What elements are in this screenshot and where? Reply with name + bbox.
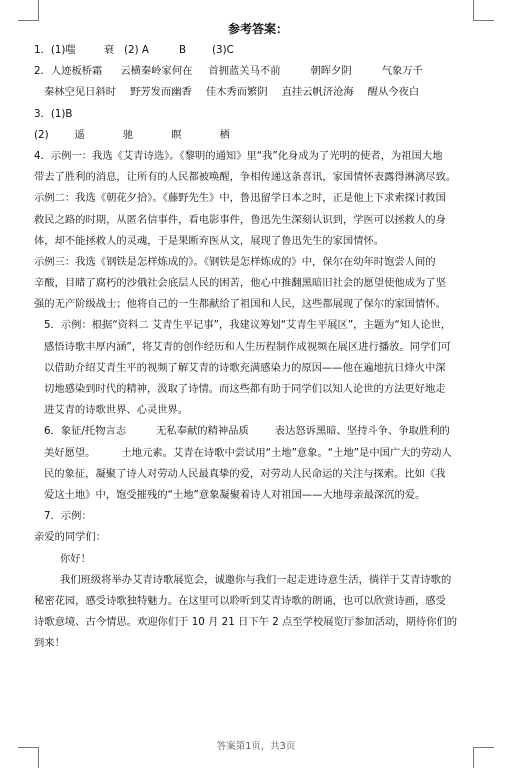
answer-2-item: 云横秦岭家何在 [120, 65, 193, 78]
answer-4-line: 强的无产阶级战士；他将自己的一生都献给了祖国和人民，这些都展现了保尔的家国情怀。 [34, 298, 446, 311]
answer-2-item: 气象万千 [381, 65, 423, 78]
answer-5-line: 感悟诗歌丰厚内涵”，将艾青的创作经历和人生历程制作成视频在展区进行播放。同学们可 [44, 340, 451, 353]
letter-body-line: 诗歌意境、古今情思。欢迎你们于 10 月 21 日下午 2 点至学校展览厅参加活动，期待你们的 [34, 616, 458, 629]
answer-6-item: 土地元素。艾青在诗歌中尝试用“土地”意象。“土地”是中国广大的劳动人 [121, 446, 452, 459]
answer-7-label: 7．示例： [44, 510, 92, 523]
answer-5-line: 切地感染到时代的精神，汲取了诗情。而这些都有助于同学们以知人论世的方法更好地走 [44, 383, 446, 395]
answer-4-line: 4．示例一：我选《艾青诗选》。《黎明的通知》里“我”化身成为了光明的使者，为祖国大地 [34, 149, 443, 162]
letter-greeting: 亲爱的同学们： [34, 531, 107, 544]
answer-1-part: (2) A [124, 44, 149, 56]
answer-5-line: 5．示例：根据“资料二 艾青生平记事”，我建议筹划“艾青生平展区”，主题为“知人论世， [44, 319, 452, 332]
answer-4-line: 救民之路的时期，从匿名信事件，看电影事件，鲁迅先生深刻认识到，学医可以拯救人的身 [34, 213, 446, 226]
answer-1-part: 1．(1)嗤 [34, 44, 76, 56]
page-title: 参考答案： [227, 22, 288, 36]
answer-6-line: 民的象征，凝聚了诗人对劳动人民最真挚的爱，对劳动人民命运的关注与探索。比如《我 [44, 467, 446, 480]
answer-1-part: (3)C [212, 44, 234, 56]
answer-3-item: (2) [34, 128, 49, 141]
answer-5-line: 进艾青的诗歌世界、心灵世界。 [44, 404, 189, 417]
answer-4-line: 示例二：我选《朝花夕拾》。《藤野先生》中，鲁迅留学日本之时，正是他上下求索探讨救国 [34, 192, 446, 205]
letter-body-line: 秘密花园，感受诗歌独特魅力。在这里可以聆听到艾青诗歌的朗诵，也可以欣赏诗画，感受 [34, 594, 446, 607]
answer-1-part: B [178, 44, 187, 56]
answer-5-line: 以借助介绍艾青生平的视频了解艾青的诗歌充满感染力的原因——他在遍地抗日烽火中深 [44, 361, 446, 374]
answer-3-item: 遥 [74, 128, 85, 141]
answer-6-item: 表达怒诉黑暗、坚持斗争、争取胜利的 [274, 425, 450, 438]
answer-6-item: 6．象征/托物言志 [44, 425, 127, 438]
answer-document [34, 18, 482, 654]
answer-3-item: 驰 [122, 128, 134, 141]
answer-2-item: 首拥蓝关马不前 [208, 65, 281, 78]
answer-3-row-2 [34, 125, 482, 146]
answer-6-line: 爱这土地》中，饱受摧残的“土地”意象凝聚着诗人对祖国——大地母亲最深沉的爱。 [44, 488, 426, 501]
answer-4-line: 带去了胜利的消息，让所有的人民都被唤醒，争相传递这条喜讯，家国情怀表露得淋漓尽致。 [34, 171, 457, 184]
answer-4-line: 体，却不能拯救人的灵魂，于是果断弃医从文，展现了鲁迅先生的家国情怀。 [34, 234, 385, 247]
answer-6-item: 无私奉献的精神品质 [156, 425, 249, 438]
answer-6-row-2 [34, 443, 482, 464]
answer-2-item: 野芳发而幽香 [130, 86, 192, 99]
answer-1 [34, 40, 482, 61]
answer-4-line: 辛酸，目睹了腐朽的沙俄社会底层人民的困苦，他心中推翻黑暗旧社会的愿望使他成为了坚 [34, 277, 446, 290]
answer-2-item: 朝晖夕阴 [310, 65, 352, 78]
answer-2-item: 2．人迹板桥霜 [34, 65, 103, 78]
answer-4-line: 示例三：我选《钢铁是怎样炼成的》。《钢铁是怎样炼成的》中，保尔在幼年时饱尝人间的 [34, 255, 436, 268]
letter-body-line: 我们班级将举办艾青诗歌展览会，诚邀你与我们一起走进诗意生活，徜徉于艾青诗歌的 [60, 573, 452, 586]
answer-3-item: 栖 [219, 128, 230, 141]
letter-body-line: 到来！ [34, 637, 65, 650]
page-footer: 答案第1页，共3页 [216, 741, 296, 752]
answer-2-item: 醒从今夜白 [367, 86, 420, 99]
answer-3-item: 瞑 [171, 128, 182, 141]
letter-hello: 你好！ [60, 552, 91, 565]
answer-2-item: 佳木秀而繁阴 [205, 86, 268, 99]
answer-6-item: 美好愿望。 [44, 446, 96, 459]
answer-2-row-2 [34, 82, 482, 103]
answer-2-item: 直挂云帆济沧海 [281, 86, 354, 99]
answer-1-part: 衰 [103, 44, 115, 56]
answer-2-row-1 [34, 61, 482, 82]
answer-2-item: 秦林空见日斜时 [44, 86, 117, 99]
answer-6-row-1 [34, 421, 482, 442]
answer-3-row-1: 3．(1)B [34, 107, 73, 120]
